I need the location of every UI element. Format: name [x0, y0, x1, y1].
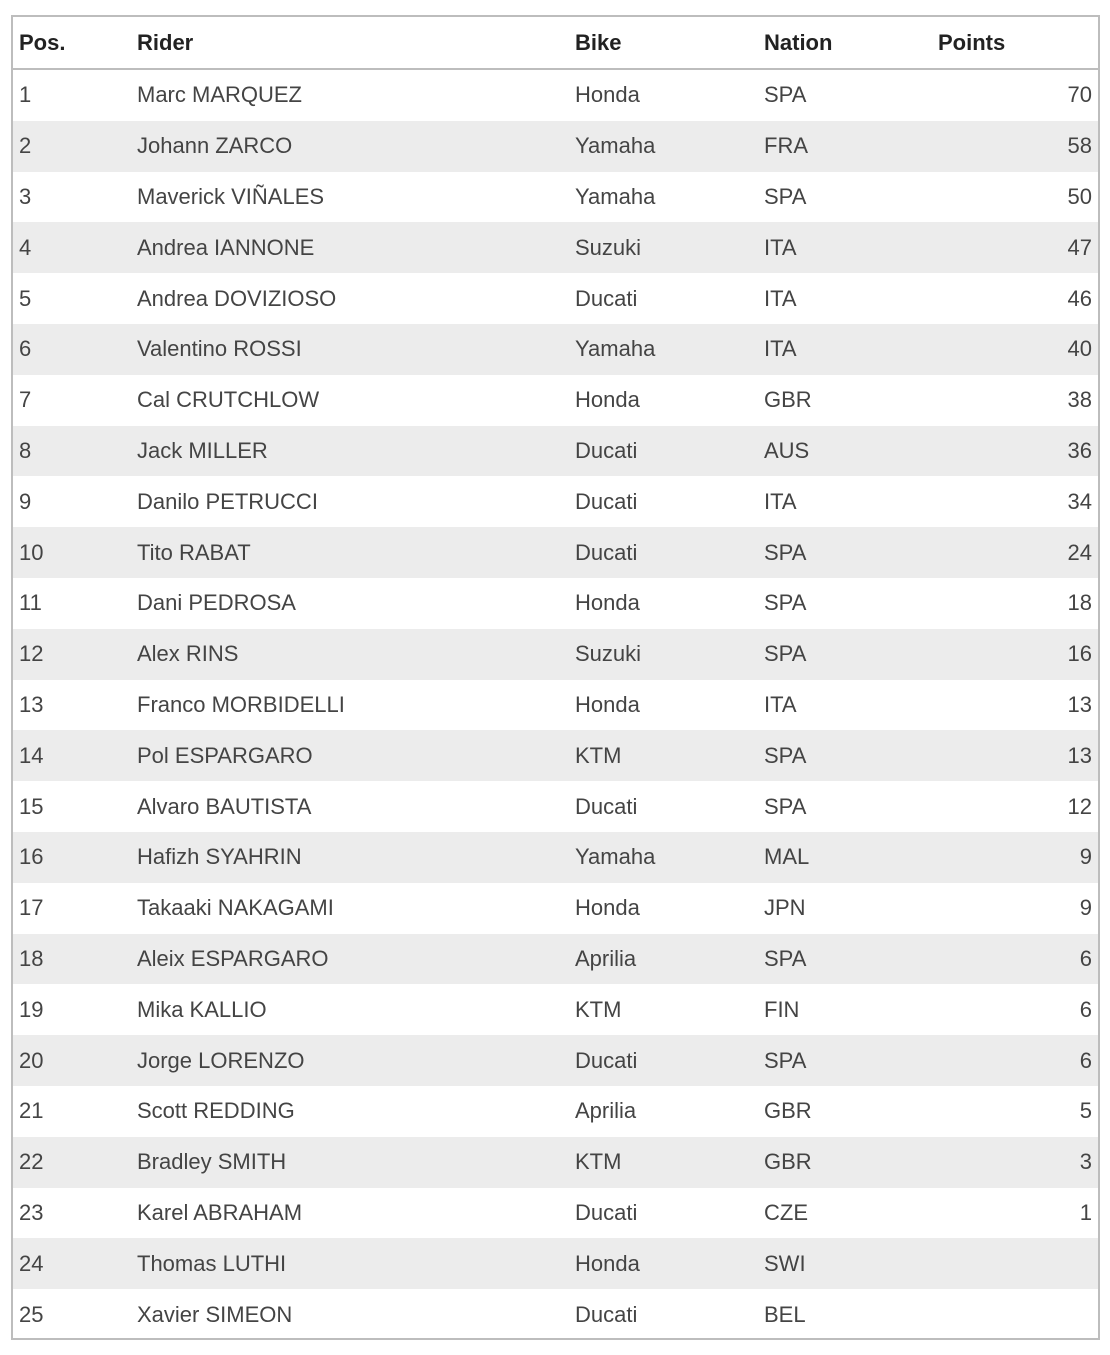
cell-bike: Ducati — [575, 285, 638, 311]
cell-nation: GBR — [764, 387, 812, 413]
cell-points: 6 — [938, 934, 1098, 985]
table-row — [13, 273, 1098, 324]
cell-bike: Honda — [575, 895, 640, 921]
cell-points: 6 — [938, 1035, 1098, 1086]
cell-bike: Honda — [575, 82, 640, 108]
cell-pos: 13 — [19, 691, 44, 717]
cell-bike: Yamaha — [575, 324, 764, 375]
cell-nation: ITA — [764, 222, 938, 273]
table-body — [13, 69, 1098, 1340]
cell-bike: Honda — [575, 691, 640, 717]
cell-nation: ITA — [764, 324, 938, 375]
cell-points: 47 — [938, 222, 1098, 273]
cell-rider: Xavier SIMEON — [137, 1301, 293, 1327]
header-points: Points — [938, 17, 1098, 69]
cell-nation: GBR — [764, 1098, 812, 1124]
cell-nation: SWI — [764, 1238, 938, 1289]
cell-pos: 16 — [13, 832, 137, 883]
cell-rider: Jorge LORENZO — [137, 1035, 575, 1086]
cell-points — [938, 1289, 1098, 1340]
cell-pos: 9 — [19, 488, 32, 514]
cell-pos: 11 — [19, 590, 42, 616]
cell-rider: Scott REDDING — [137, 1098, 295, 1124]
table-row — [13, 476, 1098, 527]
cell-nation: SPA — [764, 730, 938, 781]
cell-points: 5 — [1079, 1098, 1092, 1124]
cell-bike: Ducati — [575, 527, 764, 578]
cell-points: 58 — [938, 121, 1098, 172]
cell-nation: BEL — [764, 1301, 806, 1327]
cell-nation: SPA — [764, 527, 938, 578]
standings-table — [13, 17, 1098, 1340]
cell-nation: FIN — [764, 996, 800, 1022]
cell-pos: 22 — [13, 1137, 137, 1188]
cell-bike: Honda — [575, 1238, 764, 1289]
cell-nation: SPA — [764, 82, 807, 108]
cell-points: 70 — [1067, 82, 1092, 108]
cell-points: 9 — [1079, 895, 1092, 921]
table-row — [13, 375, 1098, 426]
cell-nation: SPA — [764, 590, 807, 616]
table-row — [13, 172, 1098, 223]
cell-nation: SPA — [764, 183, 807, 209]
table-row — [13, 527, 1098, 578]
cell-points: 24 — [938, 527, 1098, 578]
cell-bike: Aprilia — [575, 1098, 637, 1124]
cell-points: 18 — [1067, 590, 1092, 616]
cell-nation: GBR — [764, 1137, 938, 1188]
table-row — [13, 629, 1098, 680]
cell-rider: Dani PEDROSA — [137, 590, 296, 616]
cell-bike: Ducati — [575, 1199, 638, 1225]
cell-pos: 19 — [19, 996, 44, 1022]
cell-rider: Andrea DOVIZIOSO — [137, 285, 337, 311]
cell-points: 1 — [1079, 1199, 1092, 1225]
cell-rider: Hafizh SYAHRIN — [137, 832, 575, 883]
cell-nation: MAL — [764, 832, 938, 883]
cell-points: 13 — [1067, 691, 1092, 717]
cell-points: 50 — [1067, 183, 1092, 209]
table-row — [13, 832, 1098, 883]
cell-points: 34 — [1067, 488, 1092, 514]
cell-rider: Bradley SMITH — [137, 1137, 575, 1188]
cell-points: 46 — [1067, 285, 1092, 311]
cell-pos: 3 — [19, 183, 32, 209]
table-row — [13, 1086, 1098, 1137]
cell-points: 38 — [1067, 387, 1092, 413]
table-row — [13, 222, 1098, 273]
cell-nation: ITA — [764, 285, 797, 311]
cell-pos: 25 — [19, 1301, 44, 1327]
cell-points: 9 — [938, 832, 1098, 883]
cell-pos: 8 — [13, 426, 137, 477]
cell-points: 36 — [938, 426, 1098, 477]
cell-rider: Alvaro BAUTISTA — [137, 793, 312, 819]
table-row — [13, 324, 1098, 375]
table-row — [13, 781, 1098, 832]
cell-nation: SPA — [764, 1035, 938, 1086]
cell-bike: Suzuki — [575, 629, 764, 680]
cell-rider: Karel ABRAHAM — [137, 1199, 303, 1225]
cell-rider: Danilo PETRUCCI — [137, 488, 318, 514]
cell-pos: 23 — [19, 1199, 44, 1225]
cell-bike: KTM — [575, 996, 622, 1022]
table-row — [13, 883, 1098, 934]
cell-bike: Honda — [575, 590, 640, 616]
cell-nation: FRA — [764, 121, 938, 172]
table-row — [13, 984, 1098, 1035]
cell-bike: Aprilia — [575, 934, 764, 985]
cell-rider: Aleix ESPARGARO — [137, 934, 575, 985]
table-row — [13, 1188, 1098, 1239]
cell-bike: Ducati — [575, 1301, 638, 1327]
table-row — [13, 69, 1098, 121]
cell-pos: 1 — [19, 82, 32, 108]
cell-rider: Valentino ROSSI — [137, 324, 575, 375]
cell-bike: Yamaha — [575, 183, 656, 209]
cell-points: 3 — [938, 1137, 1098, 1188]
table-header — [13, 17, 1098, 69]
cell-nation: ITA — [764, 488, 797, 514]
cell-bike: Yamaha — [575, 832, 764, 883]
cell-nation: SPA — [764, 934, 938, 985]
cell-points: 13 — [938, 730, 1098, 781]
table-row — [13, 1289, 1098, 1340]
table-row — [13, 121, 1098, 172]
table-row — [13, 934, 1098, 985]
header-bike: Bike — [575, 17, 764, 69]
cell-rider: Pol ESPARGARO — [137, 730, 575, 781]
cell-rider: Alex RINS — [137, 629, 575, 680]
cell-pos: 4 — [13, 222, 137, 273]
table-row — [13, 426, 1098, 477]
cell-nation: SPA — [764, 793, 807, 819]
standings-table-container — [11, 15, 1100, 1340]
cell-pos: 15 — [19, 793, 44, 819]
cell-nation: SPA — [764, 629, 938, 680]
cell-rider: Andrea IANNONE — [137, 222, 575, 273]
table-row — [13, 1238, 1098, 1289]
cell-rider: Tito RABAT — [137, 527, 575, 578]
cell-rider: Cal CRUTCHLOW — [137, 387, 320, 413]
cell-nation: ITA — [764, 691, 797, 717]
table-row — [13, 1035, 1098, 1086]
cell-pos: 18 — [13, 934, 137, 985]
cell-rider: Franco MORBIDELLI — [137, 691, 345, 717]
cell-bike: Ducati — [575, 1035, 764, 1086]
cell-pos: 14 — [13, 730, 137, 781]
cell-pos: 20 — [13, 1035, 137, 1086]
cell-nation: AUS — [764, 426, 938, 477]
cell-rider: Mika KALLIO — [137, 996, 267, 1022]
cell-bike: Yamaha — [575, 121, 764, 172]
table-row — [13, 1137, 1098, 1188]
cell-bike: KTM — [575, 1137, 764, 1188]
cell-bike: Suzuki — [575, 222, 764, 273]
cell-rider: Marc MARQUEZ — [137, 82, 302, 108]
cell-points: 40 — [938, 324, 1098, 375]
cell-pos: 21 — [19, 1098, 44, 1124]
cell-rider: Maverick VIÑALES — [137, 183, 325, 209]
table-row — [13, 680, 1098, 731]
cell-rider: Johann ZARCO — [137, 121, 575, 172]
cell-bike: Ducati — [575, 426, 764, 477]
cell-nation: CZE — [764, 1199, 808, 1225]
cell-bike: Ducati — [575, 793, 638, 819]
cell-rider: Thomas LUTHI — [137, 1238, 575, 1289]
cell-pos: 7 — [19, 387, 32, 413]
cell-pos: 12 — [13, 629, 137, 680]
header-rider: Rider — [137, 17, 575, 69]
cell-points: 6 — [1079, 996, 1092, 1022]
cell-rider: Jack MILLER — [137, 426, 575, 477]
cell-pos: 5 — [19, 285, 32, 311]
cell-pos: 24 — [13, 1238, 137, 1289]
header-pos: Pos. — [13, 17, 137, 69]
cell-pos: 10 — [13, 527, 137, 578]
table-row — [13, 578, 1098, 629]
table-row — [13, 730, 1098, 781]
cell-bike: Honda — [575, 387, 640, 413]
header-row — [13, 17, 1098, 69]
cell-rider: Takaaki NAKAGAMI — [137, 895, 334, 921]
cell-bike: Ducati — [575, 488, 638, 514]
cell-points: 12 — [1067, 793, 1092, 819]
cell-bike: KTM — [575, 730, 764, 781]
header-nation: Nation — [764, 17, 938, 69]
cell-pos: 6 — [13, 324, 137, 375]
cell-points — [938, 1238, 1098, 1289]
cell-pos: 17 — [19, 895, 44, 921]
cell-pos: 2 — [13, 121, 137, 172]
cell-nation: JPN — [764, 895, 806, 921]
cell-points: 16 — [938, 629, 1098, 680]
